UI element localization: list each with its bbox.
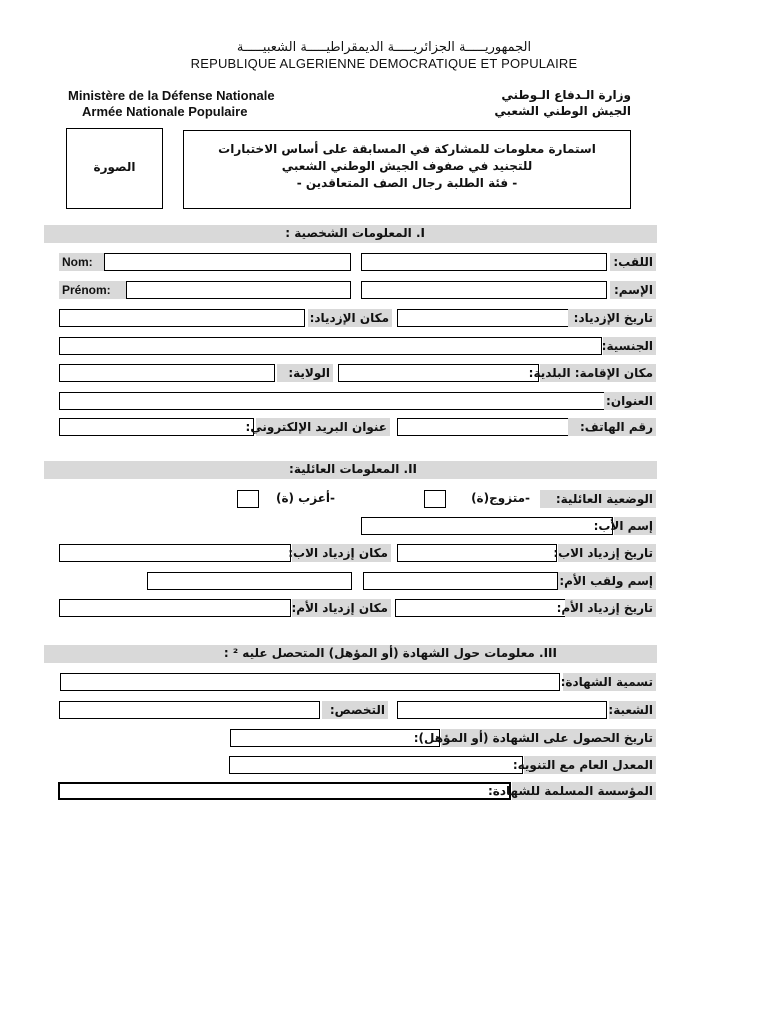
diploma-name-label: تسمية الشهادة: <box>563 673 656 691</box>
prenom-field-fr[interactable] <box>126 281 351 299</box>
republic-arabic: الجمهوريـــــة الجزائريـــــة الديمقراطيـــــة الشعبيـــــة <box>236 40 532 55</box>
father-birth-place-field[interactable] <box>59 544 291 562</box>
specialty-label: التخصص: <box>322 701 388 719</box>
section-personal-title: I. المعلومات الشخصية : <box>285 226 425 240</box>
birth-date-field[interactable] <box>397 309 569 327</box>
mother-birth-place-field[interactable] <box>59 599 291 617</box>
average-field[interactable] <box>229 756 523 774</box>
mother-birth-date-label: تاريخ إزدياد الأم: <box>565 599 656 617</box>
obtain-date-label: تاريخ الحصول على الشهادة (أو المؤهل): <box>441 729 656 747</box>
residence-label: مكان الإقامة: البلدية: <box>540 364 656 382</box>
section-family-info <box>44 461 657 479</box>
single-label: -أعزب (ة) <box>275 491 335 505</box>
birth-place-label: مكان الإزدياد: <box>308 309 392 327</box>
father-birth-date-field[interactable] <box>397 544 557 562</box>
address-label: العنوان: <box>604 392 656 410</box>
ministry-french: Ministère de la Défense Nationale <box>68 88 275 103</box>
father-name-label: إسم الأب: <box>614 517 656 535</box>
republic-french: REPUBLIQUE ALGERIENNE DEMOCRATIQUE ET POPULAIRE <box>190 56 578 71</box>
nom-field-ar[interactable] <box>361 253 607 271</box>
form-title-line-3: - فئة الطلبة رجال الصف المتعاقدين - <box>296 176 518 190</box>
birth-date-label: تاريخ الإزدياد: <box>568 309 656 327</box>
section-personal-info <box>44 225 657 243</box>
form-title-box <box>183 130 631 209</box>
nationality-field[interactable] <box>59 337 602 355</box>
father-name-field[interactable] <box>361 517 613 535</box>
birth-place-field[interactable] <box>59 309 305 327</box>
address-field[interactable] <box>59 392 605 410</box>
nom-label-fr: Nom: <box>59 253 105 271</box>
form-title-line-2: للتجنيد في صفوف الجيش الوطني الشعبي <box>281 159 533 173</box>
army-french: Armée Nationale Populaire <box>82 104 248 119</box>
section-diploma-title: III. معلومات حول الشهادة (أو المؤهل) المتحصل عليه ² : <box>223 646 557 660</box>
section-diploma-info <box>44 645 657 663</box>
mother-name-field-left[interactable] <box>147 572 352 590</box>
mother-birth-date-field[interactable] <box>395 599 567 617</box>
obtain-date-field[interactable] <box>230 729 440 747</box>
institution-field[interactable] <box>58 782 511 800</box>
married-label: -متزوج(ة) <box>471 491 530 505</box>
nationality-label: الجنسية: <box>603 337 656 355</box>
father-birth-place-label: مكان إزدياد الاب: <box>292 544 391 562</box>
specialty-field[interactable] <box>59 701 320 719</box>
email-label: عنوان البريد الإلكتروني: <box>256 418 390 436</box>
branch-field[interactable] <box>397 701 607 719</box>
photo-label: الصورة <box>93 160 136 174</box>
photo-box[interactable] <box>66 128 163 209</box>
prenom-label-ar: الإسم: <box>610 281 656 299</box>
nom-label-ar: اللقب: <box>610 253 656 271</box>
phone-field[interactable] <box>397 418 569 436</box>
mother-birth-place-label: مكان إزدياد الأم: <box>292 599 391 617</box>
prenom-field-ar[interactable] <box>361 281 607 299</box>
prenom-label-fr: Prénom: <box>59 281 127 299</box>
ministry-arabic: وزارة الـدفاع الـوطني <box>501 88 631 102</box>
marital-status-label: الوضعية العائلية: <box>540 490 656 508</box>
nom-field-fr[interactable] <box>104 253 351 271</box>
wilaya-field[interactable] <box>59 364 275 382</box>
army-arabic: الجيش الوطني الشعبي <box>494 104 631 118</box>
section-family-title: II. المعلومات العائلية: <box>289 462 417 476</box>
average-label: المعدل العام مع التنويه: <box>524 756 656 774</box>
mother-name-field-right[interactable] <box>363 572 558 590</box>
phone-label: رقم الهاتف: <box>568 418 656 436</box>
branch-label: الشعبة: <box>609 701 656 719</box>
email-field[interactable] <box>59 418 254 436</box>
diploma-name-field[interactable] <box>60 673 560 691</box>
form-title-line-1: استمارة معلومات للمشاركة في المسابقة على أساس الاختبارات <box>218 142 596 156</box>
father-birth-date-label: تاريخ إزدياد الاب: <box>558 544 656 562</box>
residence-field[interactable] <box>338 364 539 382</box>
married-checkbox[interactable] <box>424 490 446 508</box>
institution-label: المؤسسة المسلمة للشهادة: <box>512 782 656 800</box>
mother-name-label: إسم ولقب الأم: <box>558 572 656 590</box>
wilaya-label: الولاية: <box>277 364 333 382</box>
single-checkbox[interactable] <box>237 490 259 508</box>
